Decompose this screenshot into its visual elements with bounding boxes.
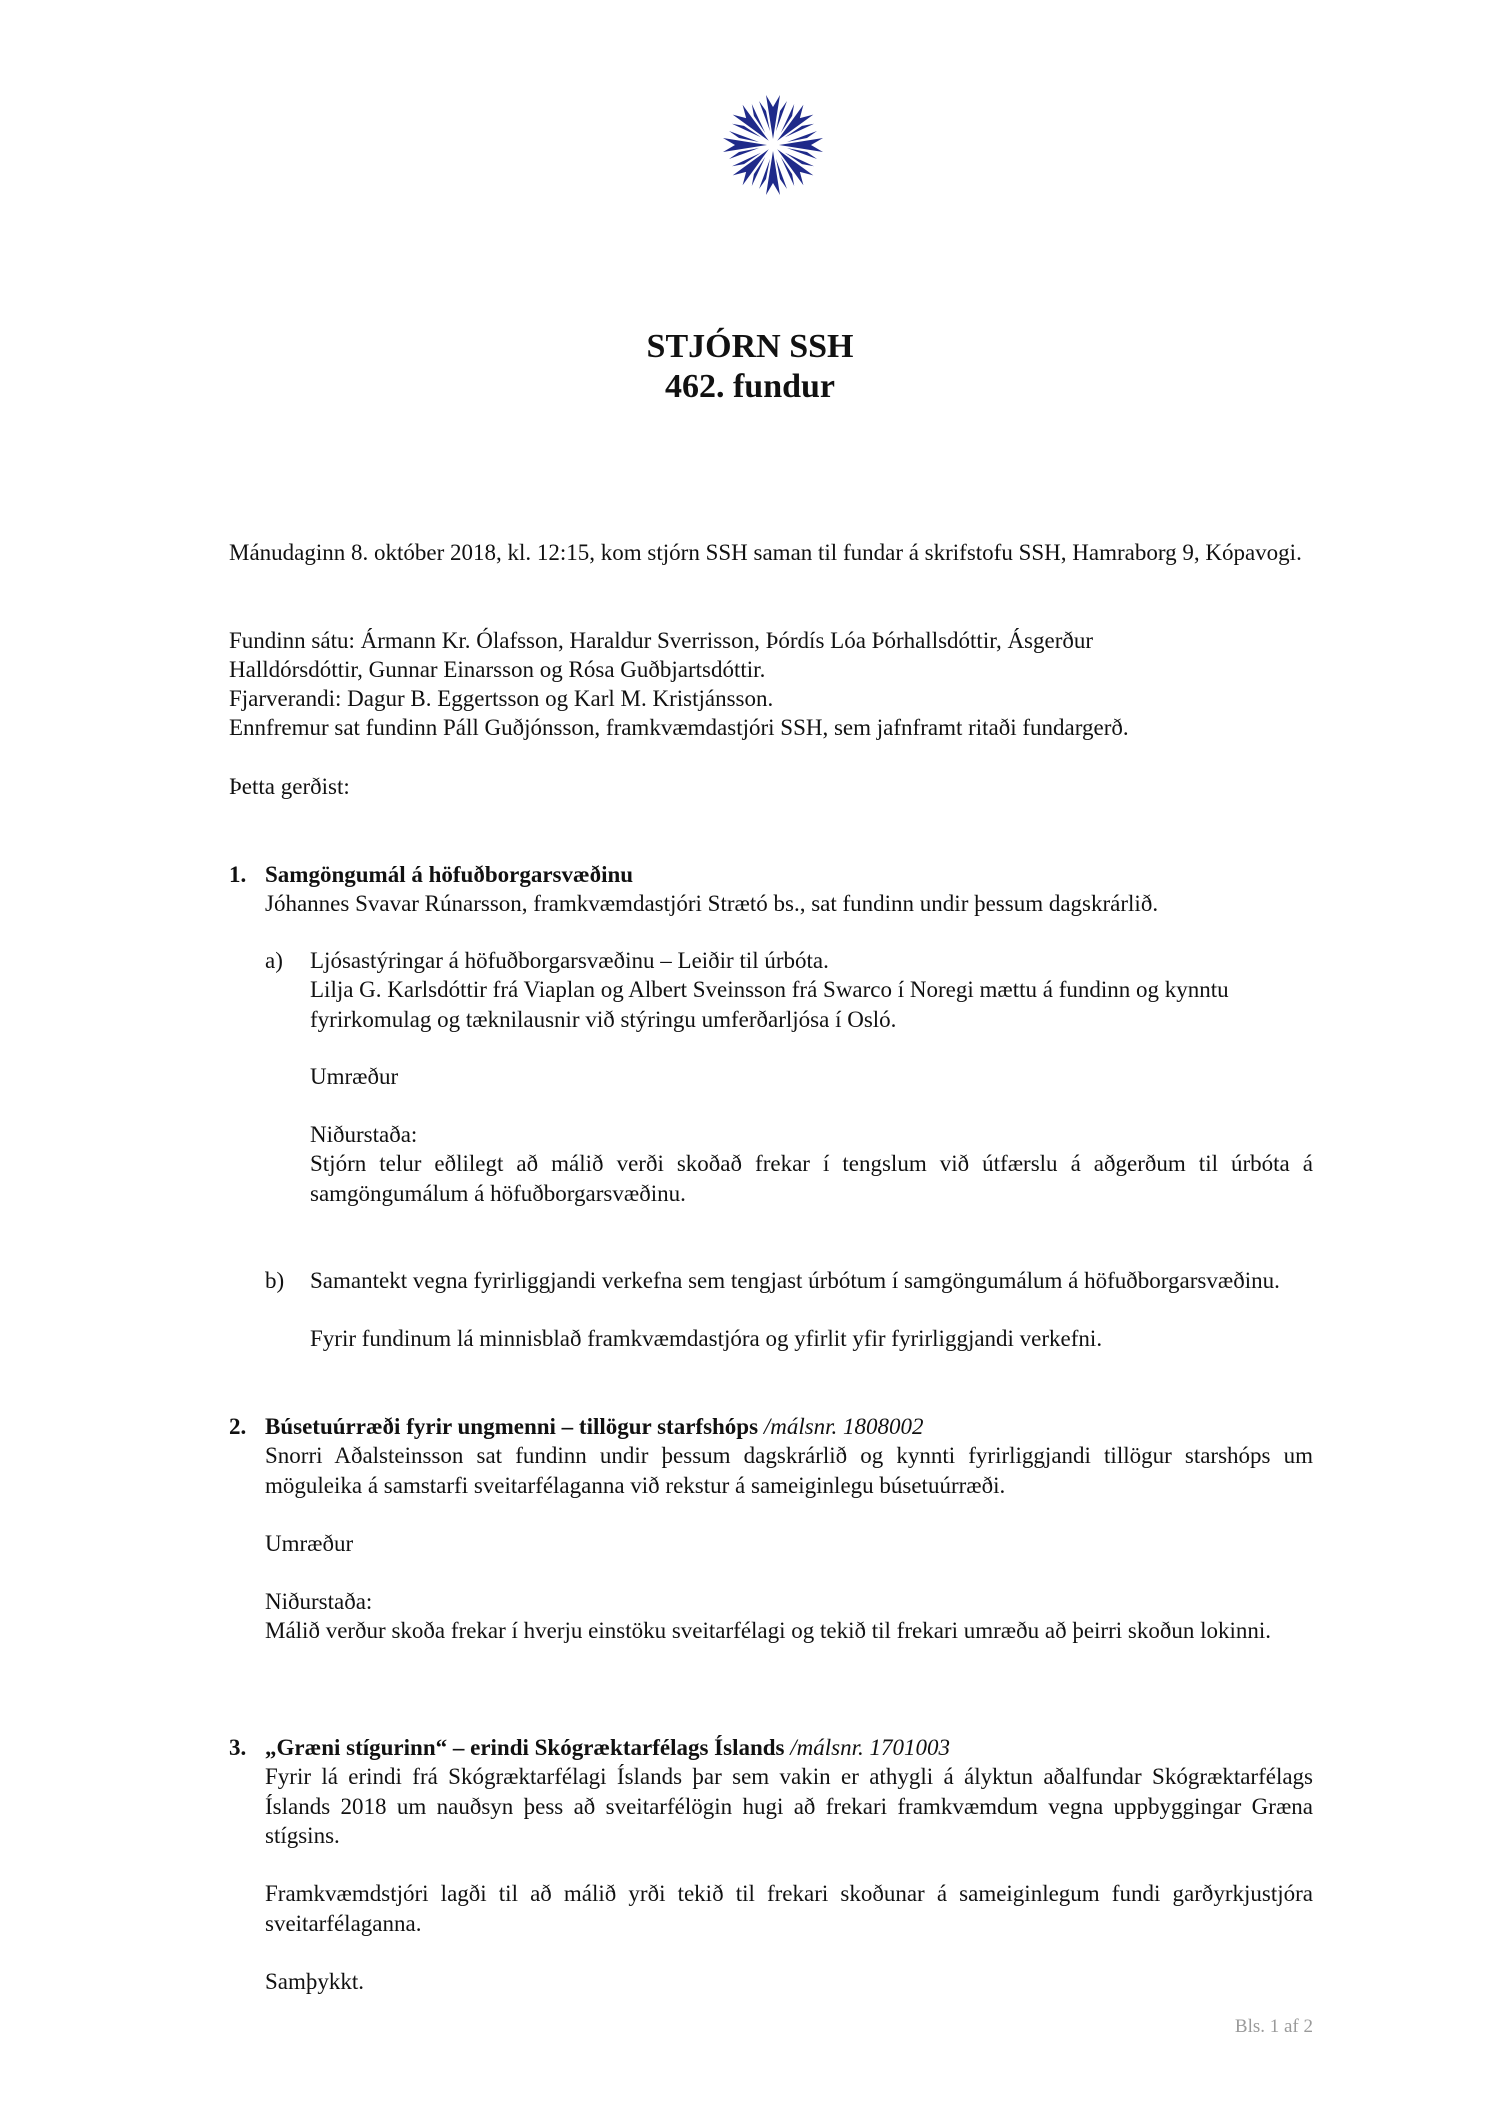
proposal-text: Framkvæmdstjóri lagði til að málið yrði tekið til frekari skoðunar á sameiginlegum fundi garðyrkjustjóra sveitarfélaganna. bbox=[265, 1881, 1313, 1936]
item-number: 1. bbox=[229, 862, 247, 887]
meeting-info: Mánudaginn 8. október 2018, kl. 12:15, kom stjórn SSH saman til fundar á skrifstofu SSH, Hamraborg 9, Kópavogi. bbox=[229, 540, 1302, 565]
item-number: 3. bbox=[229, 1735, 247, 1760]
document-title: STJÓRN SSH bbox=[646, 328, 854, 365]
subitem-letter: b) bbox=[265, 1268, 285, 1293]
attendees-line-1: Fundinn sátu: Ármann Kr. Ólafsson, Haraldur Sverrisson, Þórdís Lóa Þórhallsdóttir, Ásgerður bbox=[229, 628, 1094, 653]
result-label: Niðurstaða: bbox=[310, 1122, 418, 1147]
item-title: Samgöngumál á höfuðborgarsvæðinu bbox=[265, 862, 634, 887]
result-text: Málið verður skoða frekar í hverju einstöku sveitarfélagi og tekið til frekari umræðu að þeirri skoðun lokinni. bbox=[265, 1618, 1271, 1643]
subitem-letter: a) bbox=[265, 948, 283, 973]
discussion-label: Umræður bbox=[265, 1531, 354, 1556]
item-text: Fyrir lá erindi frá Skógræktarfélagi Íslands þar sem vakin er athygli á ályktun aðalfundar Skógræktarfélags Íslands 2018 um nauðsyn þess að sveitarfélögin hugi að frekari framkvæmdum vegna uppbyggingar Græna stígsins. bbox=[265, 1764, 1313, 1848]
attendees-line-2: Halldórsdóttir, Gunnar Einarsson og Rósa Guðbjartsdóttir. bbox=[229, 657, 766, 682]
case-number: /málsnr. 1808002 bbox=[763, 1414, 924, 1439]
item-number: 2. bbox=[229, 1414, 247, 1439]
ssh-logo bbox=[718, 90, 828, 200]
subitem-heading: Samantekt vegna fyrirliggjandi verkefna sem tengjast úrbótum í samgöngumálum á höfuðborgarsvæðinu. bbox=[310, 1268, 1280, 1293]
meeting-number: 462. fundur bbox=[664, 368, 836, 405]
item-title-line bbox=[265, 1412, 1313, 1442]
item-guest: Jóhannes Svavar Rúnarsson, framkvæmdastjóri Strætó bs., sat fundinn undir þessum dagskrárlið. bbox=[265, 891, 1159, 916]
item-title: „Græni stígurinn“ – erindi Skógræktarfélags Íslands bbox=[265, 1735, 785, 1760]
also-present-line: Ennfremur sat fundinn Páll Guðjónsson, framkvæmdastjóri SSH, sem jafnframt ritaði fundargerð. bbox=[229, 715, 1129, 740]
case-number: /málsnr. 1701003 bbox=[790, 1735, 950, 1760]
decision-text: Samþykkt. bbox=[265, 1969, 365, 1994]
happened-label: Þetta gerðist: bbox=[229, 774, 350, 799]
subitem-heading: Ljósastýringar á höfuðborgarsvæðinu – Leiðir til úrbóta. bbox=[310, 948, 829, 973]
item-text: Snorri Aðalsteinsson sat fundinn undir þessum dagskrárlið og kynnti fyrirliggjandi tillögur starshóps um möguleika á samstarfi sveitarfélaganna við rekstur á sameiginlegu búsetuúrræði. bbox=[265, 1443, 1313, 1498]
subitem-text: Lilja G. Karlsdóttir frá Viaplan og Albert Sveinsson frá Swarco í Noregi mættu á fundinn og kynntu fyrirkomulag og tæknilausnir við stýringu umferðarljósa í Osló. bbox=[310, 977, 1229, 1032]
item-title: Búsetuúrræði fyrir ungmenni – tillögur starfshóps bbox=[265, 1414, 759, 1439]
discussion-label: Umræður bbox=[310, 1064, 399, 1089]
item-title-line bbox=[265, 1733, 1313, 1763]
absent-line: Fjarverandi: Dagur B. Eggertsson og Karl M. Kristjánsson. bbox=[229, 686, 774, 711]
result-label: Niðurstaða: bbox=[265, 1589, 373, 1614]
page-number: Bls. 1 af 2 bbox=[1234, 2016, 1313, 2037]
result-text: Stjórn telur eðlilegt að málið verði skoðað frekar í tengslum við útfærslu á aðgerðum til úrbóta á samgöngumálum á höfuðborgarsvæðinu. bbox=[310, 1151, 1313, 1206]
subitem-text: Fyrir fundinum lá minnisblað framkvæmdastjóra og yfirlit yfir fyrirliggjandi verkefni. bbox=[310, 1326, 1103, 1351]
